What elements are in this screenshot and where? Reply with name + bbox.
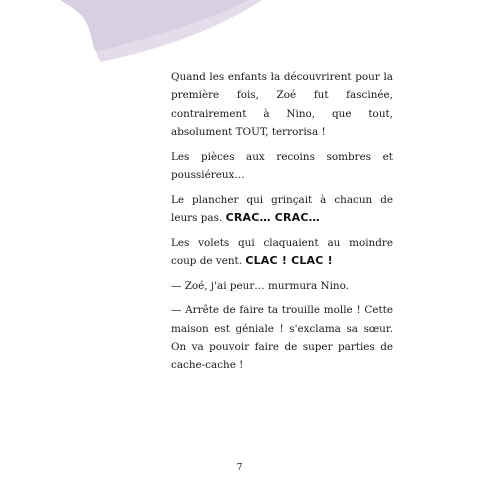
- paragraph-1-text: Quand les enfants la découvrirent pour la première fois, Zoé fut fascinée, contrairement à Nino, que tout, absolument TOUT, terrorisa !: [171, 71, 393, 138]
- story-text: [171, 68, 393, 381]
- paragraph-1: [171, 68, 393, 141]
- page-number: 7: [236, 462, 243, 473]
- sound-effect-clac: CLAC ! CLAC !: [245, 253, 333, 267]
- paragraph-6: [171, 301, 393, 374]
- paragraph-4-text: Les volets qui claquaient au moindre coup de vent.: [171, 236, 393, 267]
- paragraph-3-text: Le plancher qui grinçait à chacun de leurs pas.: [171, 193, 393, 224]
- paragraph-2: [171, 148, 393, 185]
- paragraph-4: [171, 234, 393, 271]
- paragraph-6-text: — Arrête de faire ta trouille molle ! Cette maison est géniale ! s'exclama sa sœur. On va pouvoir faire de super parties de cache-cache !: [171, 304, 393, 372]
- paragraph-5: [171, 277, 393, 295]
- paragraph-3: [171, 191, 393, 228]
- paragraph-5-text: — Zoé, j'ai peur… murmura Nino.: [171, 279, 349, 292]
- paragraph-2-text: Les pièces aux recoins sombres et poussiéreux…: [171, 150, 393, 181]
- sound-effect-crac: CRAC… CRAC…: [225, 210, 320, 224]
